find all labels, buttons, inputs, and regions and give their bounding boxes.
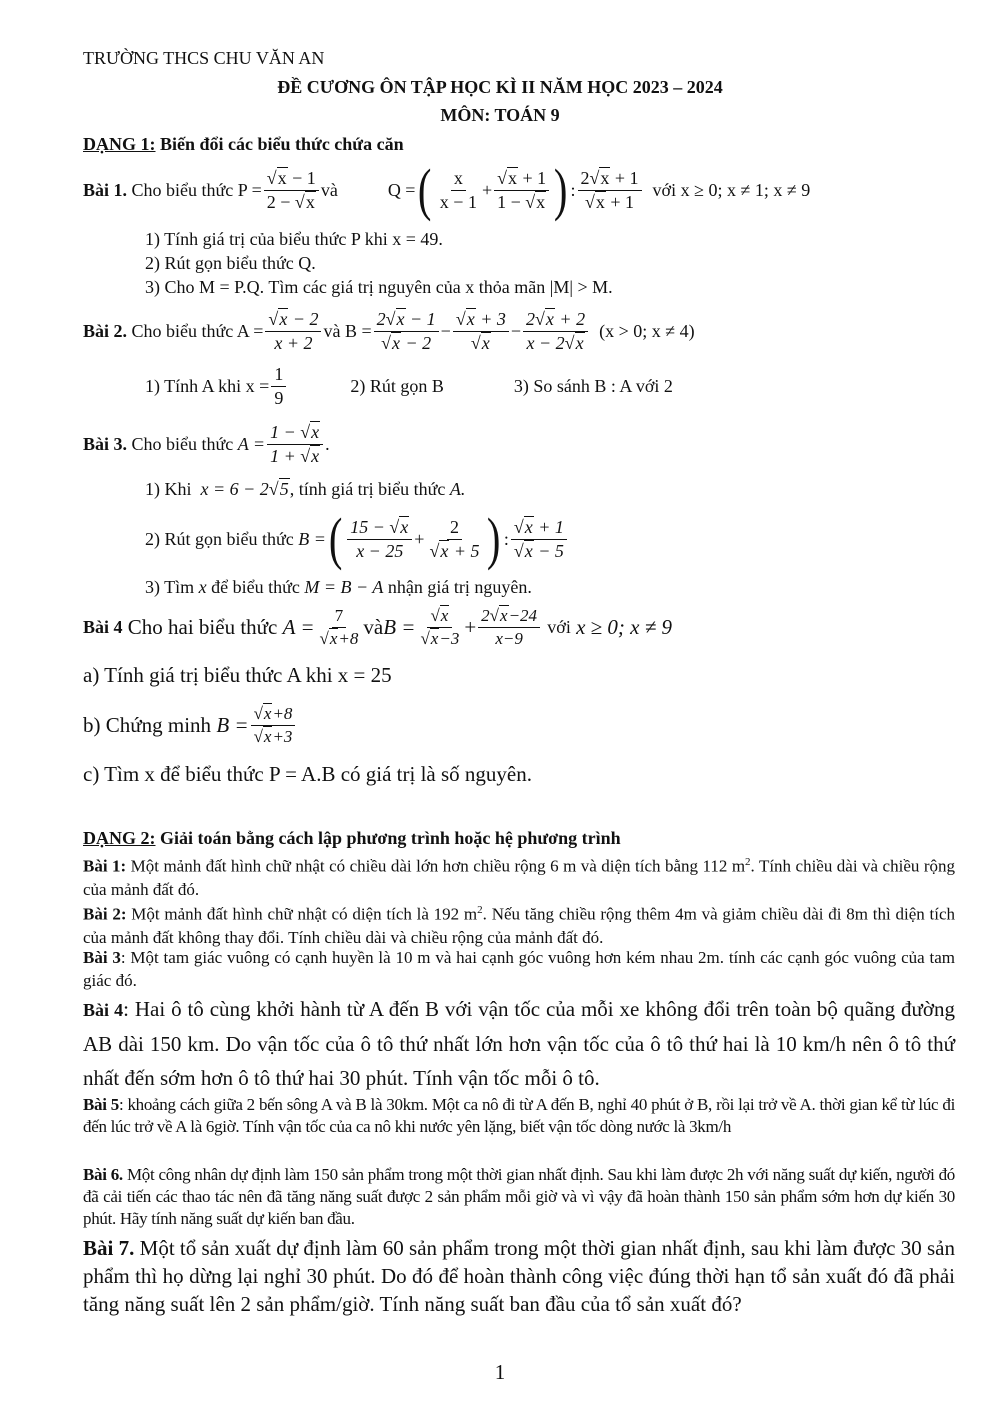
denominator-rest: + 5 bbox=[449, 540, 480, 561]
problem-text: : Một tam giác vuông có cạnh huyền là 10 m và hai cạnh góc vuông hơn kém nhau 2m. tính các cạnh góc vuông của tam giác đó. bbox=[83, 948, 955, 990]
problem-label: Bài 2: bbox=[83, 904, 127, 924]
radicand: x bbox=[396, 308, 405, 329]
question-text: 2) Rút gọn biểu thức bbox=[145, 528, 294, 549]
radicand: x bbox=[440, 605, 449, 625]
radicand: x bbox=[263, 703, 272, 723]
condition-pre: với bbox=[547, 616, 571, 637]
bai3-question-1: 1) Khi x = 6 − 2√5, tính giá trị biểu thức A. bbox=[145, 479, 466, 499]
problem-label: Bài 2. bbox=[83, 320, 128, 341]
denominator-pre: 2 − bbox=[266, 191, 295, 212]
expression: M = B − A bbox=[304, 577, 384, 597]
radicand: x bbox=[595, 191, 605, 212]
dang2-problem-6 bbox=[83, 1164, 955, 1230]
numerator-pre: 2 bbox=[376, 308, 386, 329]
bai1-statement: Bài 1. Cho biểu thức P = $\frac{√x - 1}{2 - √x}$ và Q = ( $\frac{x}{x - 1}$ + $\frac{√x + 1}{1 - √x}$ ) : 2√x + 1 √x + 1 với x ≥ 0; x ≠ 1; x ≠ 9 bbox=[83, 157, 811, 222]
formula-q-fraction-3: 2√x + 1 √x + 1 bbox=[578, 169, 642, 212]
problem-text: Một công nhân dự định làm 150 sản phẩm trong một thời gian nhất định. Sau khi làm được 2h với năng suất dự kiến, người đó đã cải tiến các thao tác nên đã tăng năng suất được 2 sản phẩm mỗi giờ và vì vậy đã hoàn thành 150 sản phẩm sớm hơn dự kiến 30 phút. Hãy tính năng suất dự kiến ban đầu. bbox=[83, 1165, 956, 1228]
numerator-rest: + 1 bbox=[533, 516, 564, 537]
bai2-statement bbox=[83, 303, 695, 359]
denominator: x−9 bbox=[495, 628, 523, 648]
radicand: x bbox=[277, 167, 287, 188]
numerator-rest: + 3 bbox=[475, 308, 506, 329]
problem-label: Bài 3. bbox=[83, 433, 128, 454]
bai1-item-1: 1) Tính giá trị của biểu thức P khi x = 49. bbox=[145, 229, 443, 249]
formula-b-fraction-2: $\frac{√x + 3}{√x}$ bbox=[453, 310, 509, 353]
bai3-question-3 bbox=[145, 577, 532, 598]
radicand: x bbox=[481, 332, 490, 353]
superscript: 2 bbox=[477, 904, 483, 916]
section-heading-dang2 bbox=[83, 828, 621, 849]
denominator-rest: − 2 bbox=[401, 332, 432, 353]
radicand: x bbox=[329, 628, 338, 648]
operator: + bbox=[414, 528, 425, 549]
formula-a-eq: A = bbox=[282, 614, 315, 639]
operator: + bbox=[464, 614, 477, 639]
problem-lead: Cho biểu thức bbox=[131, 179, 234, 200]
numerator-rest: + 2 bbox=[554, 308, 586, 329]
question-3: 3) So sánh B : A với 2 bbox=[513, 375, 673, 396]
radicand: x bbox=[500, 605, 508, 625]
denominator-rest: +3 bbox=[272, 726, 293, 746]
numerator-pre: 2 bbox=[481, 605, 490, 625]
formula-b-fraction-1: 15 − √x x − 25 bbox=[347, 518, 412, 561]
formula-b-fraction-3: √x + 1 √x − 5 bbox=[511, 518, 567, 561]
denominator-rest: +8 bbox=[338, 628, 359, 648]
radicand: x bbox=[430, 628, 439, 648]
denominator-pre: x − 2 bbox=[526, 332, 565, 353]
problem-text: . Tính chiều dài và chiều rộng của mảnh đất đó. bbox=[83, 856, 955, 899]
punctuation: . bbox=[325, 433, 330, 454]
radicand: x bbox=[311, 445, 320, 466]
bai1-item-2: 2) Rút gọn biểu thức Q. bbox=[145, 253, 316, 273]
denominator: 9 bbox=[274, 387, 284, 408]
numerator-rest: + 1 bbox=[610, 167, 639, 188]
formula-a-fraction: $\frac{7}{√x+8}$ bbox=[319, 605, 359, 648]
numerator-rest: −24 bbox=[508, 605, 538, 625]
numerator-pre: 2 bbox=[580, 167, 590, 188]
problem-text: Một tổ sản xuất dự định làm 60 sản phẩm trong một thời gian nhất định, sau khi làm được 30 sản phẩm thì họ dừng lại nghỉ 30 phút. Do đó để hoàn thành công việc đúng thời hạn tổ sản xuất đó đã phải tăng năng suất lên 2 sản phẩm/giờ. Tính năng suất ban đầu của tổ sản xuất đó? bbox=[83, 1236, 955, 1316]
radicand: x bbox=[311, 421, 320, 442]
formula-a-fraction: $\frac{1 - √x}{1 + √x}$ bbox=[267, 423, 323, 466]
formula-a-fraction: $\frac{√x - 2}{x + 2}$ bbox=[265, 310, 321, 353]
problem-label: Bài 3 bbox=[83, 948, 121, 967]
section-label: DẠNG 1: bbox=[83, 134, 156, 154]
condition: với x ≥ 0; x ≠ 1; x ≠ 9 bbox=[652, 179, 811, 200]
numerator-pre: 2 bbox=[526, 308, 536, 329]
numerator-rest: − 1 bbox=[405, 308, 436, 329]
dang2-problem-5 bbox=[83, 1094, 955, 1138]
radicand: x bbox=[600, 167, 610, 188]
problem-lead: Cho biểu thức A = bbox=[131, 320, 264, 341]
conjunction: và bbox=[320, 179, 338, 200]
superscript: 2 bbox=[745, 856, 751, 868]
radicand: x bbox=[575, 332, 584, 353]
bai4-question-c: c) Tìm x để biểu thức P = A.B có giá trị là số nguyên. bbox=[83, 762, 532, 786]
question-text: 1) Khi bbox=[145, 479, 192, 499]
formula-q-eq: Q = bbox=[387, 179, 416, 200]
operator: − bbox=[440, 320, 451, 341]
question-text: để biểu thức bbox=[211, 577, 300, 597]
operator: : bbox=[570, 179, 576, 200]
variable: A. bbox=[449, 479, 466, 499]
expression: x = 6 − 2 bbox=[200, 479, 269, 499]
bai1-item-3: 3) Cho M = P.Q. Tìm các giá trị nguyên của x thỏa mãn |M| > M. bbox=[145, 277, 613, 297]
problem-text: Một mảnh đất hình chữ nhật có diện tích là 192 m bbox=[131, 904, 478, 924]
bai4-question-a: a) Tính giá trị biểu thức A khi x = 25 bbox=[83, 663, 392, 687]
condition: x ≥ 0; x ≠ 9 bbox=[576, 614, 673, 639]
denominator: x − 25 bbox=[356, 540, 404, 561]
bai4-question-b bbox=[83, 702, 297, 748]
denominator: x + 2 bbox=[274, 332, 313, 353]
denominator-rest: − 5 bbox=[533, 540, 564, 561]
problem-label: Bài 4 bbox=[83, 616, 123, 637]
formula-p-eq: P = bbox=[237, 179, 262, 200]
operator: + bbox=[481, 179, 493, 200]
problem-label: Bài 7. bbox=[83, 1236, 135, 1260]
radicand: x bbox=[545, 308, 554, 329]
section-heading-dang1 bbox=[83, 134, 404, 155]
document-title: ĐỀ CƯƠNG ÔN TẬP HỌC KÌ II NĂM HỌC 2023 – 2024 bbox=[277, 77, 723, 97]
radicand: x bbox=[392, 332, 401, 353]
problem-lead: Cho hai biểu thức bbox=[127, 614, 278, 639]
problem-label: Bài 1. bbox=[83, 179, 128, 200]
problem-text: . Nếu tăng chiều rộng thêm 4m và giảm chiều dài đi 8m thì diện tích của mảnh đất không thay đổi. Tính chiều dài và chiều rộng của mảnh đất đó. bbox=[83, 904, 956, 947]
question-text: nhận giá trị nguyên. bbox=[387, 577, 532, 597]
formula-b-eq: B = bbox=[298, 528, 326, 549]
formula-b-fraction-2: $\frac{2√x-24}{x-9}$ bbox=[478, 607, 540, 648]
problem-label: Bài 4 bbox=[83, 1000, 124, 1020]
operator: : bbox=[503, 528, 509, 549]
bai3-question-2: 2) Rút gọn biểu thức B = ( 15 − √x x − 25 + $\frac{2}{√x + 5}$ ) : √x + 1 √x − 5 bbox=[145, 509, 569, 569]
problem-text: : khoảng cách giữa 2 bến sông A và B là 30km. Một ca nô đi từ A đến B, nghỉ 40 phút ở B, rồi lại trở về A. thời gian kể từ lúc đi đến lúc trở về A là 6giờ. Tính vận tốc của ca nô khi nước yên lặng, biết vận tốc dòng nước là 3km/h bbox=[83, 1095, 956, 1136]
formula-b-fraction-2: $\frac{2}{√x + 5}$ bbox=[429, 516, 480, 561]
fraction-one-ninth bbox=[271, 365, 286, 408]
radicand: x bbox=[305, 191, 315, 212]
numerator-rest: + 1 bbox=[518, 167, 547, 188]
page-number: 1 bbox=[494, 1360, 506, 1384]
formula-b-fraction-1: $\frac{2√x - 1}{√x - 2}$ bbox=[374, 310, 439, 353]
section-title: Biến đổi các biểu thức chứa căn bbox=[160, 134, 404, 154]
denominator-pre: 1 − bbox=[497, 191, 526, 212]
numerator-pre: 15 − bbox=[350, 516, 390, 537]
radicand: x bbox=[524, 516, 533, 537]
dang2-problem-1 bbox=[83, 851, 955, 901]
formula-b-eq: B = bbox=[216, 712, 249, 737]
formula-b-fraction: $\frac{√x+8}{√x+3}$ bbox=[251, 705, 296, 746]
section-label: DẠNG 2: bbox=[83, 828, 156, 848]
radicand: x bbox=[536, 191, 546, 212]
numerator-rest: − 1 bbox=[287, 167, 316, 188]
radicand: 5 bbox=[279, 479, 289, 499]
problem-label: Bài 6. bbox=[83, 1165, 123, 1184]
formula-q-fraction-2: $\frac{√x + 1}{1 - √x}$ bbox=[494, 169, 549, 212]
radicand: x bbox=[524, 540, 533, 561]
numerator: x bbox=[451, 169, 466, 191]
formula-q-fraction-1 bbox=[437, 169, 480, 212]
radicand: x bbox=[440, 540, 449, 561]
problem-lead: Cho biểu thức bbox=[131, 433, 234, 454]
question-2: 2) Rút gọn B bbox=[350, 375, 444, 396]
denominator-rest: −3 bbox=[439, 628, 460, 648]
dang2-problem-2 bbox=[83, 899, 955, 949]
numerator: 7 bbox=[332, 607, 347, 628]
numerator: 1 bbox=[271, 365, 286, 387]
problem-text: : Hai ô tô cùng khởi hành từ A đến B với vận tốc của mỗi xe không đổi trên toàn bộ quãng đường AB dài 150 km. Do vận tốc của ô tô thứ nhất lớn hơn vận tốc của ô tô thứ hai là 10 km/h nên ô tô thứ nhất đến sớm hơn ô tô thứ hai 30 phút. Tính vận tốc mỗi ô tô. bbox=[83, 997, 955, 1090]
question-text: 3) Tìm bbox=[145, 577, 195, 597]
formula-p-fraction: $\frac{√x - 1}{2 - √x}$ bbox=[264, 169, 319, 212]
numerator-pre: 1 − bbox=[270, 421, 301, 442]
problem-text: Một mảnh đất hình chữ nhật có chiều dài lớn hơn chiều rộng 6 m và diện tích bằng 112 m bbox=[130, 856, 746, 876]
radicand: x bbox=[400, 516, 409, 537]
denominator-pre: 1 + bbox=[270, 445, 301, 466]
numerator: 2 bbox=[447, 518, 462, 540]
question-text: b) Chứng minh bbox=[83, 712, 212, 737]
subject-title: MÔN: TOÁN 9 bbox=[440, 105, 560, 125]
dang2-problem-7 bbox=[83, 1234, 955, 1318]
radicand: x bbox=[508, 167, 517, 188]
formula-b-eq: B = bbox=[383, 614, 416, 639]
variable: x bbox=[198, 577, 207, 597]
formula-a-eq: A = bbox=[237, 433, 266, 454]
radicand: x bbox=[466, 308, 475, 329]
problem-label: Bài 5 bbox=[83, 1095, 119, 1114]
operator: − bbox=[510, 320, 522, 341]
radicand: x bbox=[279, 308, 288, 329]
school-name: TRƯỜNG THCS CHU VĂN AN bbox=[83, 48, 325, 68]
bai3-statement bbox=[83, 417, 330, 471]
bai4-statement bbox=[83, 604, 672, 650]
denominator: x − 1 bbox=[439, 191, 477, 212]
formula-b-fraction-3: $\frac{2√x + 2}{x - 2√x}$ bbox=[523, 310, 588, 353]
numerator-rest: − 2 bbox=[288, 308, 319, 329]
question-text: , tính giá trị biểu thức bbox=[289, 479, 446, 499]
bai2-questions bbox=[145, 361, 673, 411]
numerator-rest: +8 bbox=[272, 703, 293, 723]
problem-label: Bài 1: bbox=[83, 856, 127, 876]
dang2-problem-4 bbox=[83, 992, 955, 1095]
conjunction: và B = bbox=[323, 320, 372, 341]
radicand: x bbox=[263, 726, 272, 746]
formula-b-fraction-1: $\frac{√x}{√x-3}$ bbox=[420, 605, 460, 648]
section-title: Giải toán bằng cách lập phương trình hoặc hệ phương trình bbox=[160, 828, 621, 848]
denominator-rest: + 1 bbox=[605, 191, 635, 212]
conjunction: và bbox=[363, 614, 384, 639]
question-1: 1) Tính A khi x = bbox=[145, 375, 270, 396]
condition: (x > 0; x ≠ 4) bbox=[599, 320, 695, 341]
dang2-problem-3 bbox=[83, 946, 955, 992]
